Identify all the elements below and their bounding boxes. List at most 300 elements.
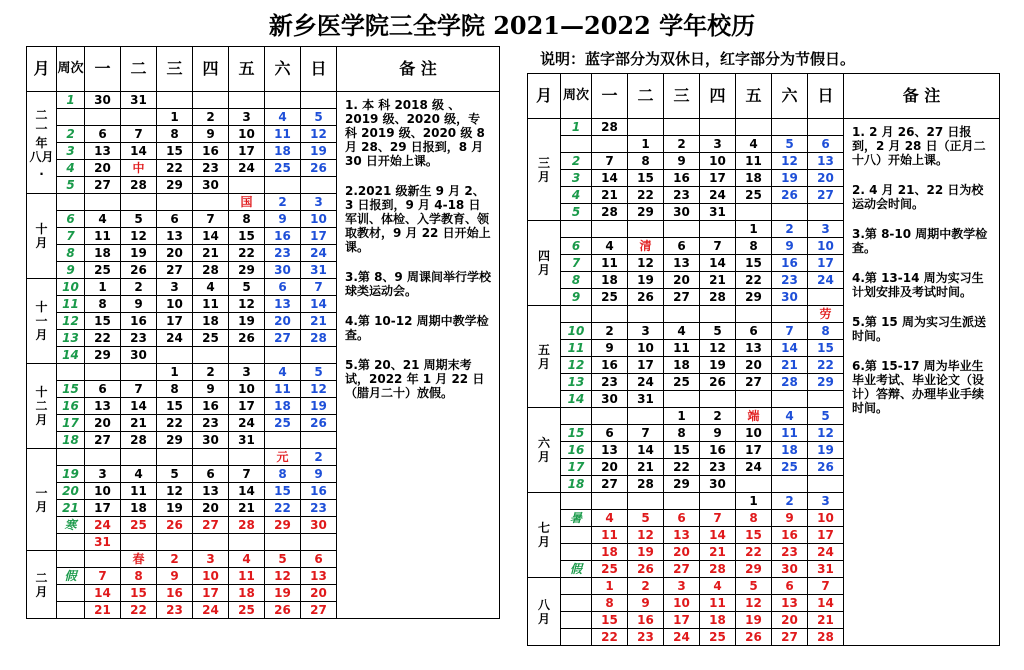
day-cell bbox=[592, 306, 628, 323]
day-cell: 12 bbox=[301, 381, 337, 398]
week-number: 4 bbox=[561, 187, 592, 204]
day-cell: 18 bbox=[121, 500, 157, 517]
day-cell bbox=[628, 493, 664, 510]
day-cell: 2 bbox=[700, 408, 736, 425]
day-cell: 12 bbox=[700, 340, 736, 357]
day-cell: 19 bbox=[157, 500, 193, 517]
day-cell: 18 bbox=[700, 612, 736, 629]
day-cell: 29 bbox=[157, 432, 193, 449]
day-cell: 31 bbox=[628, 391, 664, 408]
day-cell: 13 bbox=[301, 568, 337, 585]
day-cell: 11 bbox=[700, 595, 736, 612]
day-cell: 8 bbox=[157, 126, 193, 143]
week-number: 9 bbox=[57, 262, 85, 279]
day-cell bbox=[736, 204, 772, 221]
day-cell: 19 bbox=[301, 143, 337, 160]
day-cell: 22 bbox=[664, 459, 700, 476]
day-cell bbox=[157, 194, 193, 211]
day-cell: 18 bbox=[193, 313, 229, 330]
week-number bbox=[57, 551, 85, 568]
day-cell: 6 bbox=[85, 126, 121, 143]
day-cell: 7 bbox=[700, 238, 736, 255]
page-title: 新乡医学院三全学院 2021—2022 学年校历 bbox=[268, 11, 756, 40]
week-number: 9 bbox=[561, 289, 592, 306]
day-cell: 31 bbox=[121, 92, 157, 109]
day-cell: 19 bbox=[229, 313, 265, 330]
day-cell: 23 bbox=[193, 160, 229, 177]
month-label: 十 一 月 bbox=[27, 279, 57, 364]
day-cell: 16 bbox=[193, 143, 229, 160]
month-label: 二 一 年 八月 . bbox=[27, 92, 57, 194]
day-cell bbox=[592, 408, 628, 425]
day-cell: 7 bbox=[592, 153, 628, 170]
day-cell: 中 bbox=[121, 160, 157, 177]
day-cell: 4 bbox=[592, 510, 628, 527]
day-cell: 1 bbox=[85, 279, 121, 296]
day-cell: 18 bbox=[772, 442, 808, 459]
day-cell: 17 bbox=[628, 357, 664, 374]
day-header-sun: 日 bbox=[301, 47, 337, 92]
day-cell: 13 bbox=[736, 340, 772, 357]
day-cell: 19 bbox=[700, 357, 736, 374]
day-cell: 25 bbox=[736, 187, 772, 204]
week-number: 3 bbox=[561, 170, 592, 187]
day-cell: 4 bbox=[736, 136, 772, 153]
day-cell: 10 bbox=[229, 381, 265, 398]
day-cell: 27 bbox=[592, 476, 628, 493]
day-cell bbox=[736, 119, 772, 136]
week-number: 10 bbox=[57, 279, 85, 296]
day-cell bbox=[772, 204, 808, 221]
day-cell: 31 bbox=[229, 432, 265, 449]
week-number: 18 bbox=[57, 432, 85, 449]
day-cell: 17 bbox=[700, 170, 736, 187]
day-cell: 8 bbox=[808, 323, 844, 340]
day-header-sat: 六 bbox=[772, 74, 808, 119]
remark-item: 1. 本 科 2018 级 、2019 级、2020 级，专科 2019 级、2020 级 8 月 28、29 日报到，8 月 30 日开始上课。 bbox=[345, 98, 485, 168]
day-cell: 16 bbox=[121, 313, 157, 330]
day-cell: 4 bbox=[265, 109, 301, 126]
week-number bbox=[561, 221, 592, 238]
day-cell: 24 bbox=[664, 629, 700, 646]
day-cell: 26 bbox=[229, 330, 265, 347]
remark-item: 2.2021 级新生 9 月 2、3 日报到，9 月 4-18 日军训、体检、入学教育、领取教材，9 月 22 日开始上课。 bbox=[345, 184, 491, 254]
day-cell bbox=[193, 347, 229, 364]
day-cell: 22 bbox=[265, 500, 301, 517]
day-cell: 3 bbox=[85, 466, 121, 483]
day-cell: 7 bbox=[121, 126, 157, 143]
day-cell: 18 bbox=[85, 245, 121, 262]
day-cell: 28 bbox=[808, 629, 844, 646]
week-number: 16 bbox=[561, 442, 592, 459]
day-cell: 28 bbox=[121, 432, 157, 449]
week-header: 周次 bbox=[57, 47, 85, 92]
month-label: 三 月 bbox=[528, 119, 561, 221]
day-cell: 5 bbox=[301, 364, 337, 381]
day-cell: 25 bbox=[592, 561, 628, 578]
day-cell: 7 bbox=[85, 568, 121, 585]
day-cell: 2 bbox=[301, 449, 337, 466]
day-cell: 28 bbox=[229, 517, 265, 534]
day-cell bbox=[808, 119, 844, 136]
day-cell: 13 bbox=[193, 483, 229, 500]
month-label: 五 月 bbox=[528, 306, 561, 408]
day-cell: 21 bbox=[85, 602, 121, 619]
day-cell: 10 bbox=[736, 425, 772, 442]
day-cell bbox=[301, 177, 337, 194]
day-cell: 18 bbox=[592, 544, 628, 561]
day-cell: 23 bbox=[664, 187, 700, 204]
day-cell bbox=[85, 551, 121, 568]
day-cell: 4 bbox=[229, 551, 265, 568]
day-cell: 12 bbox=[736, 595, 772, 612]
day-cell bbox=[229, 177, 265, 194]
day-cell: 20 bbox=[772, 612, 808, 629]
day-cell bbox=[664, 119, 700, 136]
day-cell: 20 bbox=[301, 585, 337, 602]
day-cell bbox=[229, 449, 265, 466]
day-cell: 8 bbox=[736, 238, 772, 255]
day-cell: 24 bbox=[229, 415, 265, 432]
day-cell: 23 bbox=[700, 459, 736, 476]
day-cell: 27 bbox=[85, 177, 121, 194]
day-cell bbox=[121, 364, 157, 381]
day-cell bbox=[664, 493, 700, 510]
week-number: 15 bbox=[57, 381, 85, 398]
day-cell: 9 bbox=[157, 568, 193, 585]
day-cell: 24 bbox=[808, 544, 844, 561]
day-cell: 24 bbox=[700, 187, 736, 204]
day-cell: 15 bbox=[157, 398, 193, 415]
day-cell bbox=[772, 306, 808, 323]
month-header: 月 bbox=[528, 74, 561, 119]
day-cell: 22 bbox=[736, 544, 772, 561]
month-label: 十 二 月 bbox=[27, 364, 57, 449]
week-number: 13 bbox=[57, 330, 85, 347]
day-cell: 22 bbox=[808, 357, 844, 374]
week-number: 6 bbox=[57, 211, 85, 228]
day-cell bbox=[772, 476, 808, 493]
week-number bbox=[561, 629, 592, 646]
day-cell bbox=[85, 109, 121, 126]
week-number bbox=[561, 527, 592, 544]
day-cell: 2 bbox=[628, 578, 664, 595]
day-cell: 3 bbox=[664, 578, 700, 595]
day-cell: 20 bbox=[85, 160, 121, 177]
calendar-table-left bbox=[26, 46, 500, 619]
day-cell: 24 bbox=[628, 374, 664, 391]
day-cell: 29 bbox=[664, 476, 700, 493]
day-cell: 25 bbox=[265, 160, 301, 177]
day-cell: 27 bbox=[772, 629, 808, 646]
day-cell: 27 bbox=[157, 262, 193, 279]
day-cell: 10 bbox=[808, 510, 844, 527]
day-cell: 2 bbox=[772, 221, 808, 238]
week-number bbox=[561, 595, 592, 612]
day-cell: 5 bbox=[808, 408, 844, 425]
week-number: 假 bbox=[57, 568, 85, 585]
day-cell: 6 bbox=[736, 323, 772, 340]
week-number: 1 bbox=[57, 92, 85, 109]
day-cell bbox=[85, 364, 121, 381]
day-cell: 2 bbox=[193, 364, 229, 381]
day-cell: 6 bbox=[157, 211, 193, 228]
day-cell: 8 bbox=[265, 466, 301, 483]
day-cell: 20 bbox=[664, 544, 700, 561]
day-cell: 16 bbox=[772, 527, 808, 544]
day-cell bbox=[808, 204, 844, 221]
day-cell: 12 bbox=[772, 153, 808, 170]
day-cell: 6 bbox=[664, 238, 700, 255]
day-cell: 9 bbox=[592, 340, 628, 357]
day-cell: 11 bbox=[592, 255, 628, 272]
day-cell: 15 bbox=[664, 442, 700, 459]
day-cell: 20 bbox=[592, 459, 628, 476]
day-cell: 1 bbox=[592, 578, 628, 595]
day-cell: 5 bbox=[157, 466, 193, 483]
day-cell: 12 bbox=[265, 568, 301, 585]
day-cell: 25 bbox=[85, 262, 121, 279]
remark-item: 4.第 10-12 周期中教学检查。 bbox=[345, 314, 489, 342]
day-header-tue: 二 bbox=[121, 47, 157, 92]
day-cell: 30 bbox=[700, 476, 736, 493]
day-cell: 26 bbox=[628, 289, 664, 306]
day-cell bbox=[157, 92, 193, 109]
day-cell: 10 bbox=[85, 483, 121, 500]
day-cell: 7 bbox=[772, 323, 808, 340]
day-cell: 26 bbox=[157, 517, 193, 534]
day-cell: 8 bbox=[628, 153, 664, 170]
day-cell: 18 bbox=[592, 272, 628, 289]
day-cell: 16 bbox=[157, 585, 193, 602]
day-cell: 9 bbox=[772, 238, 808, 255]
day-cell: 16 bbox=[592, 357, 628, 374]
day-cell: 13 bbox=[265, 296, 301, 313]
day-cell bbox=[700, 306, 736, 323]
day-cell: 10 bbox=[628, 340, 664, 357]
week-number bbox=[57, 194, 85, 211]
day-cell bbox=[301, 534, 337, 551]
day-cell bbox=[193, 449, 229, 466]
week-number: 寒 bbox=[57, 517, 85, 534]
day-cell: 1 bbox=[736, 493, 772, 510]
remark-item: 4.第 13-14 周为实习生计划安排及考试时间。 bbox=[852, 271, 984, 299]
day-cell bbox=[229, 534, 265, 551]
day-cell: 2 bbox=[772, 493, 808, 510]
day-cell: 28 bbox=[700, 561, 736, 578]
day-cell: 26 bbox=[700, 374, 736, 391]
week-number: 10 bbox=[561, 323, 592, 340]
day-cell bbox=[265, 347, 301, 364]
day-cell: 23 bbox=[157, 602, 193, 619]
week-number: 假 bbox=[561, 561, 592, 578]
day-cell: 11 bbox=[592, 527, 628, 544]
day-cell: 13 bbox=[592, 442, 628, 459]
day-cell: 9 bbox=[265, 211, 301, 228]
week-number bbox=[57, 534, 85, 551]
day-cell: 27 bbox=[265, 330, 301, 347]
day-cell: 9 bbox=[301, 466, 337, 483]
day-cell: 29 bbox=[736, 289, 772, 306]
day-cell: 29 bbox=[229, 262, 265, 279]
day-cell: 14 bbox=[592, 170, 628, 187]
color-legend-note: 说明：蓝字部分为双休日，红字部分为节假日。 bbox=[540, 50, 856, 68]
day-cell: 29 bbox=[85, 347, 121, 364]
day-cell bbox=[628, 306, 664, 323]
day-cell bbox=[229, 92, 265, 109]
week-number bbox=[57, 449, 85, 466]
day-cell: 17 bbox=[736, 442, 772, 459]
day-header-wed: 三 bbox=[664, 74, 700, 119]
day-cell: 6 bbox=[808, 136, 844, 153]
day-cell: 23 bbox=[772, 544, 808, 561]
day-cell: 28 bbox=[301, 330, 337, 347]
day-cell: 25 bbox=[664, 374, 700, 391]
day-cell: 24 bbox=[193, 602, 229, 619]
day-cell: 7 bbox=[808, 578, 844, 595]
day-cell: 17 bbox=[664, 612, 700, 629]
day-cell: 30 bbox=[772, 561, 808, 578]
day-cell: 26 bbox=[301, 415, 337, 432]
day-cell: 17 bbox=[85, 500, 121, 517]
day-cell: 10 bbox=[700, 153, 736, 170]
day-cell: 18 bbox=[265, 143, 301, 160]
day-cell bbox=[664, 221, 700, 238]
day-cell: 元 bbox=[265, 449, 301, 466]
day-cell: 14 bbox=[772, 340, 808, 357]
day-cell bbox=[301, 92, 337, 109]
day-cell: 12 bbox=[121, 228, 157, 245]
day-cell: 28 bbox=[592, 119, 628, 136]
day-cell: 21 bbox=[193, 245, 229, 262]
day-cell: 19 bbox=[628, 272, 664, 289]
day-cell: 11 bbox=[772, 425, 808, 442]
day-cell: 12 bbox=[229, 296, 265, 313]
week-number bbox=[561, 578, 592, 595]
day-cell: 11 bbox=[193, 296, 229, 313]
week-number: 17 bbox=[561, 459, 592, 476]
week-number: 13 bbox=[561, 374, 592, 391]
day-cell: 23 bbox=[592, 374, 628, 391]
day-cell: 15 bbox=[229, 228, 265, 245]
week-number bbox=[561, 612, 592, 629]
day-cell: 8 bbox=[664, 425, 700, 442]
day-cell bbox=[592, 221, 628, 238]
day-cell bbox=[808, 289, 844, 306]
day-cell: 18 bbox=[664, 357, 700, 374]
day-cell: 29 bbox=[628, 204, 664, 221]
day-cell: 23 bbox=[301, 500, 337, 517]
day-cell: 2 bbox=[664, 136, 700, 153]
day-cell: 15 bbox=[628, 170, 664, 187]
day-cell: 17 bbox=[808, 527, 844, 544]
day-cell: 10 bbox=[664, 595, 700, 612]
day-cell: 16 bbox=[628, 612, 664, 629]
day-cell bbox=[157, 449, 193, 466]
day-cell: 11 bbox=[265, 126, 301, 143]
day-cell: 26 bbox=[628, 561, 664, 578]
day-cell: 3 bbox=[628, 323, 664, 340]
week-number: 3 bbox=[57, 143, 85, 160]
week-number: 1 bbox=[561, 119, 592, 136]
day-cell: 6 bbox=[301, 551, 337, 568]
day-cell: 5 bbox=[772, 136, 808, 153]
day-cell: 3 bbox=[193, 551, 229, 568]
day-cell: 27 bbox=[736, 374, 772, 391]
day-cell: 劳 bbox=[808, 306, 844, 323]
day-cell bbox=[121, 194, 157, 211]
day-cell: 25 bbox=[772, 459, 808, 476]
day-cell: 20 bbox=[265, 313, 301, 330]
day-cell: 16 bbox=[265, 228, 301, 245]
day-cell: 25 bbox=[121, 517, 157, 534]
day-cell: 3 bbox=[808, 493, 844, 510]
day-cell: 24 bbox=[157, 330, 193, 347]
day-cell: 17 bbox=[193, 585, 229, 602]
day-cell: 27 bbox=[664, 561, 700, 578]
day-cell: 13 bbox=[772, 595, 808, 612]
day-cell: 19 bbox=[808, 442, 844, 459]
day-cell bbox=[193, 92, 229, 109]
day-cell: 5 bbox=[628, 510, 664, 527]
day-cell: 28 bbox=[700, 289, 736, 306]
day-cell: 4 bbox=[85, 211, 121, 228]
day-cell bbox=[157, 347, 193, 364]
day-cell: 4 bbox=[772, 408, 808, 425]
day-cell: 6 bbox=[772, 578, 808, 595]
day-cell: 21 bbox=[229, 500, 265, 517]
day-cell: 6 bbox=[193, 466, 229, 483]
day-cell: 19 bbox=[772, 170, 808, 187]
day-cell: 15 bbox=[121, 585, 157, 602]
day-cell: 11 bbox=[664, 340, 700, 357]
day-cell: 25 bbox=[592, 289, 628, 306]
day-cell: 17 bbox=[157, 313, 193, 330]
day-cell: 2 bbox=[157, 551, 193, 568]
day-cell: 30 bbox=[772, 289, 808, 306]
day-cell: 21 bbox=[121, 415, 157, 432]
day-cell: 10 bbox=[193, 568, 229, 585]
day-cell: 14 bbox=[121, 398, 157, 415]
day-cell: 28 bbox=[121, 177, 157, 194]
day-cell: 28 bbox=[628, 476, 664, 493]
day-cell: 20 bbox=[664, 272, 700, 289]
week-number: 14 bbox=[57, 347, 85, 364]
day-cell: 19 bbox=[736, 612, 772, 629]
week-number: 18 bbox=[561, 476, 592, 493]
day-cell: 21 bbox=[700, 272, 736, 289]
day-cell: 31 bbox=[85, 534, 121, 551]
day-cell: 19 bbox=[628, 544, 664, 561]
day-cell: 8 bbox=[85, 296, 121, 313]
day-cell: 15 bbox=[592, 612, 628, 629]
day-cell: 30 bbox=[592, 391, 628, 408]
day-cell: 4 bbox=[121, 466, 157, 483]
day-cell: 2 bbox=[592, 323, 628, 340]
day-cell: 4 bbox=[664, 323, 700, 340]
day-cell: 2 bbox=[265, 194, 301, 211]
day-cell: 7 bbox=[229, 466, 265, 483]
week-number: 暑 bbox=[561, 510, 592, 527]
day-cell: 24 bbox=[85, 517, 121, 534]
day-cell: 10 bbox=[808, 238, 844, 255]
day-cell: 23 bbox=[193, 415, 229, 432]
day-cell: 21 bbox=[592, 187, 628, 204]
day-cell: 27 bbox=[301, 602, 337, 619]
remark-item: 2. 4 月 21、22 日为校运动会时间。 bbox=[852, 183, 984, 211]
day-cell: 21 bbox=[628, 459, 664, 476]
day-cell: 31 bbox=[700, 204, 736, 221]
